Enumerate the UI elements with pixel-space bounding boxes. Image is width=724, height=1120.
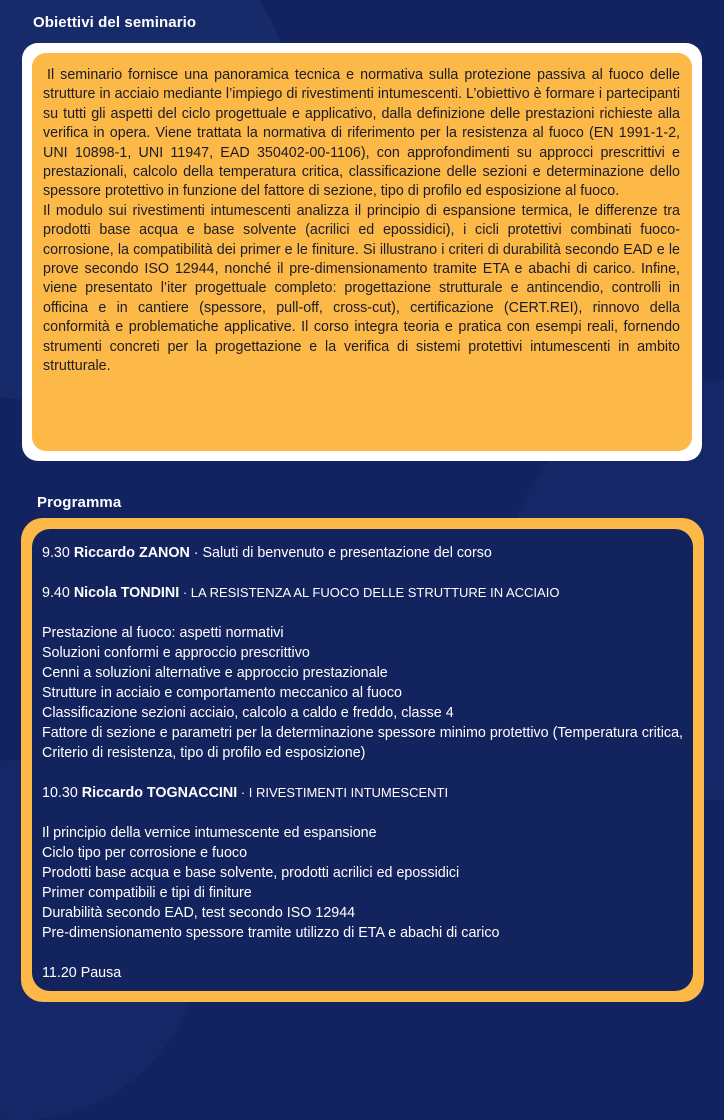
session-zanon (42, 543, 683, 563)
obiettivi-paragraph-1: Il seminario fornisce una panoramica tecnica e normativa sulla protezione passiva al fuoco delle strutture in acciaio mediante l’impiego di rivestimenti intumescenti. L’obiettivo è formare i partecipanti su tutti gli aspetti del ciclo progettuale e applicativo, dalla definizione delle prestazioni richieste alla verifica in opera. Viene trattata la normativa di riferimento per la resistenza al fuoco (EN 1991-1-2, UNI 10898-1, UNI 11947, EAD 350402-00-1106), con approfondimenti su approcci prescrittivi e prestazionali, calcolo della temperatura critica, classificazione delle sezioni e determinazione dello spessore protettivo in funzione del fattore di sezione, tipo di profilo ed esposizione al fuoco. (43, 67, 680, 200)
list-item: Il principio della vernice intumescente ed espansione (42, 825, 377, 841)
session-speaker: Riccardo TOGNACCINI (81, 785, 238, 801)
programma-content (32, 529, 693, 991)
obiettivi-text-box (32, 53, 692, 451)
list-item: Pre-dimensionamento spessore tramite utilizzo di ETA e abachi di carico (42, 925, 500, 941)
programma-title: Programma (37, 494, 122, 511)
obiettivi-title: Obiettivi del seminario (33, 14, 197, 31)
session-time: 10.30 (42, 785, 78, 801)
list-item: Primer compatibili e tipi di finiture (42, 885, 252, 901)
session-topic: · Saluti di benvenuto e presentazione del corso (189, 545, 492, 561)
session-speaker: Riccardo ZANON (73, 545, 190, 561)
list-item: Strutture in acciaio e comportamento meccanico al fuoco (42, 685, 402, 701)
list-item: Ciclo tipo per corrosione e fuoco (42, 845, 248, 861)
list-item: Fattore di sezione e parametri per la determinazione spessore minimo protettivo (Temperatura critica, Criterio di resistenza, tipo di profilo ed esposizione) (42, 725, 683, 761)
list-item: Durabilità secondo EAD, test secondo ISO 12944 (42, 905, 356, 921)
programma-card (21, 518, 704, 1002)
list-item: Cenni a soluzioni alternative e approccio prestazionale (42, 665, 388, 681)
obiettivi-card (22, 43, 702, 461)
session-pausa: 11.20 Pausa (42, 965, 122, 981)
list-item: Prodotti base acqua e base solvente, prodotti acrilici ed epossidici (42, 865, 460, 881)
session-topic: · LA RESISTENZA AL FUOCO DELLE STRUTTURE IN ACCIAIO (179, 585, 560, 600)
obiettivi-paragraph-2: Il modulo sui rivestimenti intumescenti analizza il principio di espansione termica, le differenze tra prodotti base acqua e base solvente (acrilici ed epossidici), i cicli protettivi combinati fuoco-corrosione, la compatibilità dei primer e le finiture. Si illustrano i criteri di durabilità secondo EAD e le prove secondo ISO 12944, nonché il pre-dimensionamento tramite ETA e abachi di carico. Infine, viene presentato l’iter progettuale completo: progettazione strutturale e antincendio, controlli in officina e in cantiere (spessore, pull-off, cross-cut), certificazione (CERT.REI), rinnovo della conformità e problematiche applicative. Il corso integra teoria e pratica con esempi reali, fornendo strumenti concreti per la progettazione e la verifica di sistemi protettivi intumescenti in ambito strutturale. (43, 202, 680, 375)
list-item: Classificazione sezioni acciaio, calcolo a caldo e freddo, classe 4 (42, 705, 454, 721)
session-time: 9.40 (42, 585, 70, 601)
list-item: Prestazione al fuoco: aspetti normativi (42, 625, 284, 641)
session-speaker: Nicola TONDINI (73, 585, 180, 601)
session-tondini (42, 583, 683, 603)
session-time: 9.30 (42, 545, 70, 561)
session-topic: · I RIVESTIMENTI INTUMESCENTI (237, 785, 449, 800)
list-item: Soluzioni conformi e approccio prescrittivo (42, 645, 310, 661)
session-tognaccini (42, 783, 683, 803)
